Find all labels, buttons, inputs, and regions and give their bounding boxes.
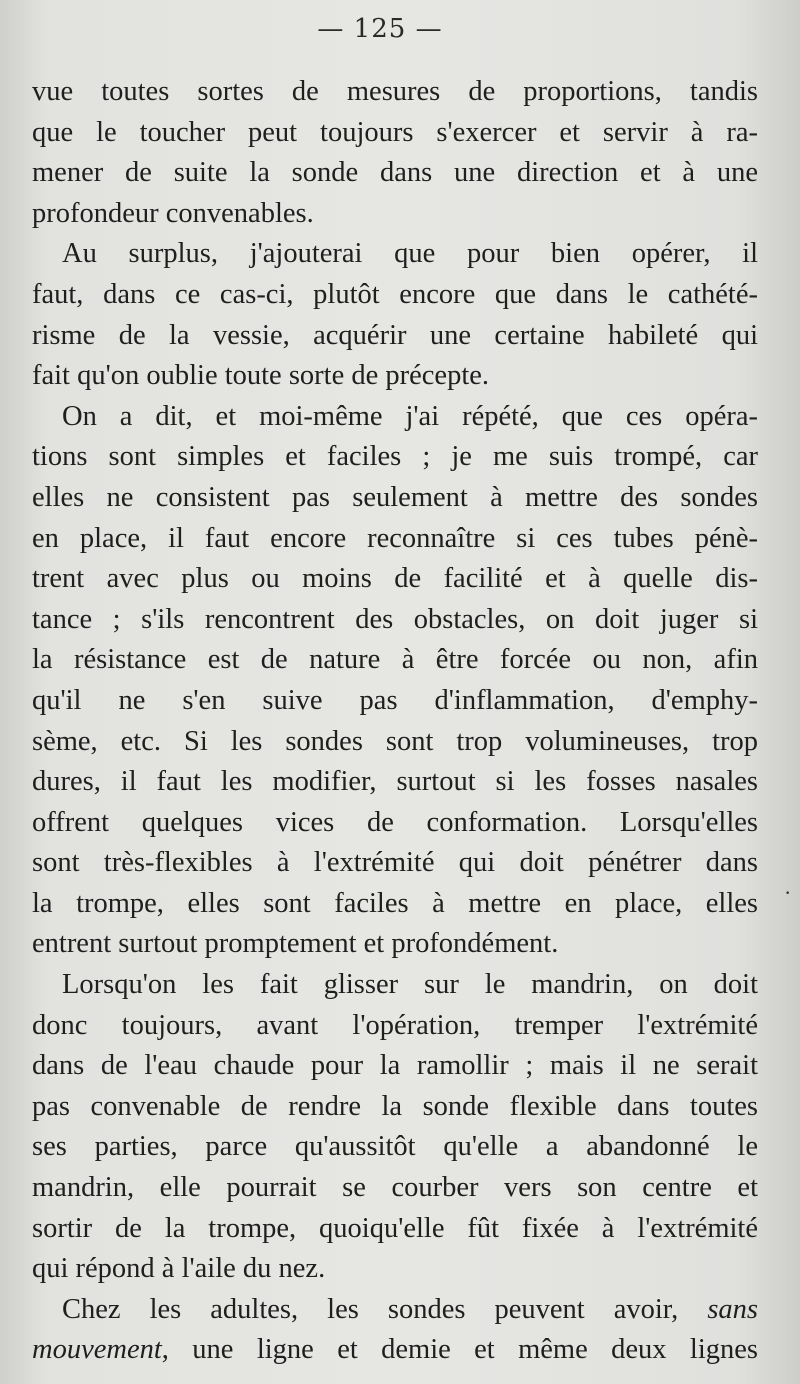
text-line: Lorsqu'on les fait glisser sur le mandrin, on doit (62, 969, 758, 1001)
italic-word: mouvement (32, 1334, 162, 1366)
page-number: — 125 — (317, 14, 443, 44)
text-line: mener de suite la sonde dans une direction et à une (32, 157, 758, 189)
text-line (32, 1290, 758, 1331)
text-line: tions sont simples et faciles ; je me suis trompé, car (32, 441, 758, 473)
text-line: profondeur convenables. (32, 197, 314, 229)
text-line: pas convenable de rendre la sonde flexible dans toutes (32, 1090, 758, 1122)
text-line: sème, etc. Si les sondes sont trop volumineuses, trop (32, 725, 758, 757)
text-line: trent avec plus ou moins de facilité et à quelle dis- (32, 563, 758, 595)
text-line: donc toujours, avant l'opération, tremper l'extrémité (32, 1009, 758, 1041)
text-line: sont très-flexibles à l'extrémité qui doit pénétrer dans (32, 847, 758, 879)
text-line: la résistance est de nature à être forcée ou non, afin (32, 644, 758, 676)
text-line: fait qu'on oublie toute sorte de précepte. (32, 360, 490, 392)
text-line: mandrin, elle pourrait se courber vers son centre et (32, 1172, 758, 1204)
text-line: offrent quelques vices de conformation. Lorsqu'elles (32, 806, 758, 838)
text-line: elles ne consistent pas seulement à mettre des sondes (32, 481, 758, 513)
text-line: que le toucher peut toujours s'exercer et servir à ra- (32, 116, 758, 148)
text-line: entrent surtout promptement et profondément. (32, 928, 559, 960)
line-text: Chez les adultes, les sondes peuvent avoir, (62, 1293, 708, 1325)
text-line: vue toutes sortes de mesures de proportions, tandis (32, 76, 758, 107)
text-line: ses parties, parce qu'aussitôt qu'elle a abandonné le (32, 1131, 758, 1163)
text-line: dans de l'eau chaude pour la ramollir ; mais il ne serait (32, 1050, 758, 1082)
text-line: Au surplus, j'ajouterai que pour bien opérer, il (62, 238, 758, 270)
line-text: , une ligne et demie et même deux lignes (161, 1334, 758, 1366)
italic-word: sans (707, 1293, 758, 1325)
text-line: qui répond à l'aile du nez. (32, 1253, 326, 1285)
text-line: risme de la vessie, acquérir une certaine habileté qui (32, 319, 758, 351)
text-line (32, 1330, 758, 1371)
text-line: faut, dans ce cas-ci, plutôt encore que dans le cathété- (32, 278, 758, 310)
body-text (32, 72, 758, 1371)
text-line: en place, il faut encore reconnaître si ces tubes pénè- (32, 522, 758, 554)
text-line: qu'il ne s'en suive pas d'inflammation, d'emphy- (32, 684, 758, 716)
text-line: la trompe, elles sont faciles à mettre en place, elles (32, 887, 758, 919)
text-line: dures, il faut les modifier, surtout si les fosses nasales (32, 766, 758, 798)
stray-mark: · (784, 880, 792, 905)
text-line: tance ; s'ils rencontrent des obstacles, on doit juger si (32, 603, 758, 635)
text-line: sortir de la trompe, quoiqu'elle fût fixée à l'extrémité (32, 1212, 758, 1244)
text-line: On a dit, et moi-même j'ai répété, que ces opéra- (62, 400, 758, 432)
